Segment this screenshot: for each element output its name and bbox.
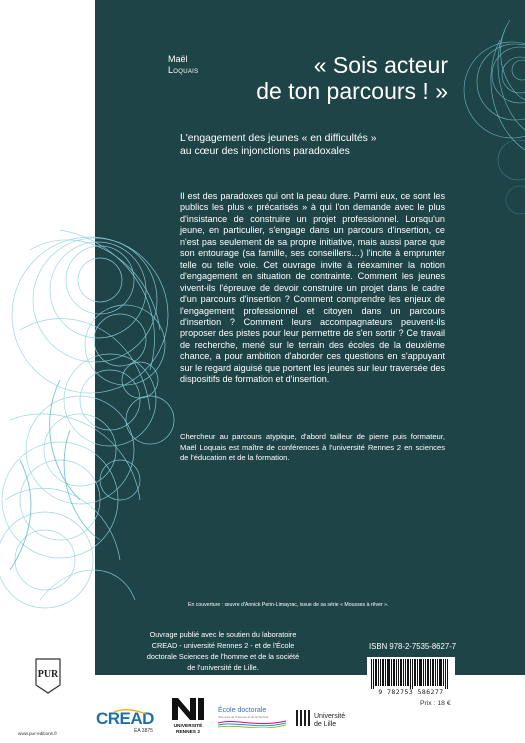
- barcode: [367, 657, 455, 699]
- pur-logo-text: PUR: [37, 669, 59, 680]
- barcode-digits: 9 782753 586277: [378, 688, 444, 696]
- cread-logo-text: CREAD: [96, 709, 154, 728]
- book-title: [188, 52, 448, 104]
- publisher-url: www.pur-editions.fr: [18, 731, 58, 736]
- ed-logo-sub: Sciences de l'Homme et de la Société: [218, 715, 269, 719]
- author-last-name: Loquais: [168, 65, 199, 75]
- support-line-1: Ouvrage publié avec le soutien du laboratoire: [149, 630, 297, 639]
- author-bio: Chercheur au parcours atypique, d'abord tailleur de pierre puis formateur, Maël Loquais est maître de conférences à l'université Rennes 2 en sciences de l'éducation et de la formation.: [180, 432, 445, 462]
- subtitle-line-2: au cœur des injonctions paradoxales: [180, 146, 350, 157]
- pur-logo-icon: [34, 657, 62, 695]
- support-line-2: CREAD - université Rennes 2 - et de l'École: [151, 641, 295, 650]
- support-line-3: doctorale Sciences de l'homme et de la société: [146, 652, 300, 661]
- ecole-doctorale-logo-icon: [216, 702, 288, 728]
- book-summary: Il est des paradoxes qui ont la peau dure. Parmi eux, ce sont les publics les plus « précarisés » à qui l'on demande avec le plus d'insistance de construire un projet professionnel. Lorsqu'un jeune, en particulier, s'engage dans un parcours d'insertion, ce n'est pas seulement de sa propre initiative, mais aussi parce que son entourage (sa famille, ses conseillers…) l'incite à emprunter telle ou telle voie. Cet ouvrage invite à réexaminer la notion d'engagement en situation de contrainte. Comment les jeunes vivent-ils l'épreuve de devoir construire un projet dans le cadre d'un parcours d'insertion ? Comment comprendre les enjeux de l'engagement professionnel et citoyen dans un parcours d'insertion ? Comment leurs accompagnateurs peuvent-ils proposer des pistes pour leur permettre de s'en sortir ? Ce travail de recherche, mené sur le terrain des écoles de la deuxième chance, a pour ambition d'aborder ces questions en s'appuyant sur le regard aiguisé que portent les jeunes sur leur traversée des dispositifs de formation et d'insertion.: [180, 191, 445, 385]
- lille-logo-line-1: Université: [314, 713, 346, 720]
- title-line-1: « Sois acteur: [313, 52, 448, 78]
- left-white-strip: [0, 0, 95, 743]
- subtitle-line-1: L'engagement des jeunes « en difficultés »: [180, 133, 377, 144]
- support-notice: [130, 629, 316, 673]
- univ-rennes-logo-icon: [168, 694, 208, 736]
- barcode-bars: [371, 659, 451, 689]
- price-label: Prix : 18 €: [420, 700, 451, 707]
- cread-logo-icon: [96, 708, 160, 734]
- rennes-logo-line-1: UNIVERSITÉ: [173, 724, 203, 729]
- isbn-label: ISBN 978-2-7535-8627-7: [369, 642, 457, 651]
- support-line-4: de l'université de Lille.: [187, 663, 259, 672]
- cover-credit: En couverture : œuvre d'Annick Perin-Limayrac, issue de sa série « Mousses à rêver ».: [188, 602, 389, 608]
- author-first-name: Maël: [168, 54, 188, 64]
- title-line-2: de ton parcours ! »: [256, 78, 448, 104]
- univ-lille-logo-icon: [296, 708, 358, 730]
- ed-logo-text: École doctorale: [218, 707, 267, 714]
- rennes-logo-line-2: RENNES 2: [176, 730, 200, 735]
- lille-logo-line-2: de Lille: [314, 721, 337, 728]
- book-subtitle: [180, 132, 440, 158]
- cread-logo-sub: EA 3875: [134, 728, 153, 734]
